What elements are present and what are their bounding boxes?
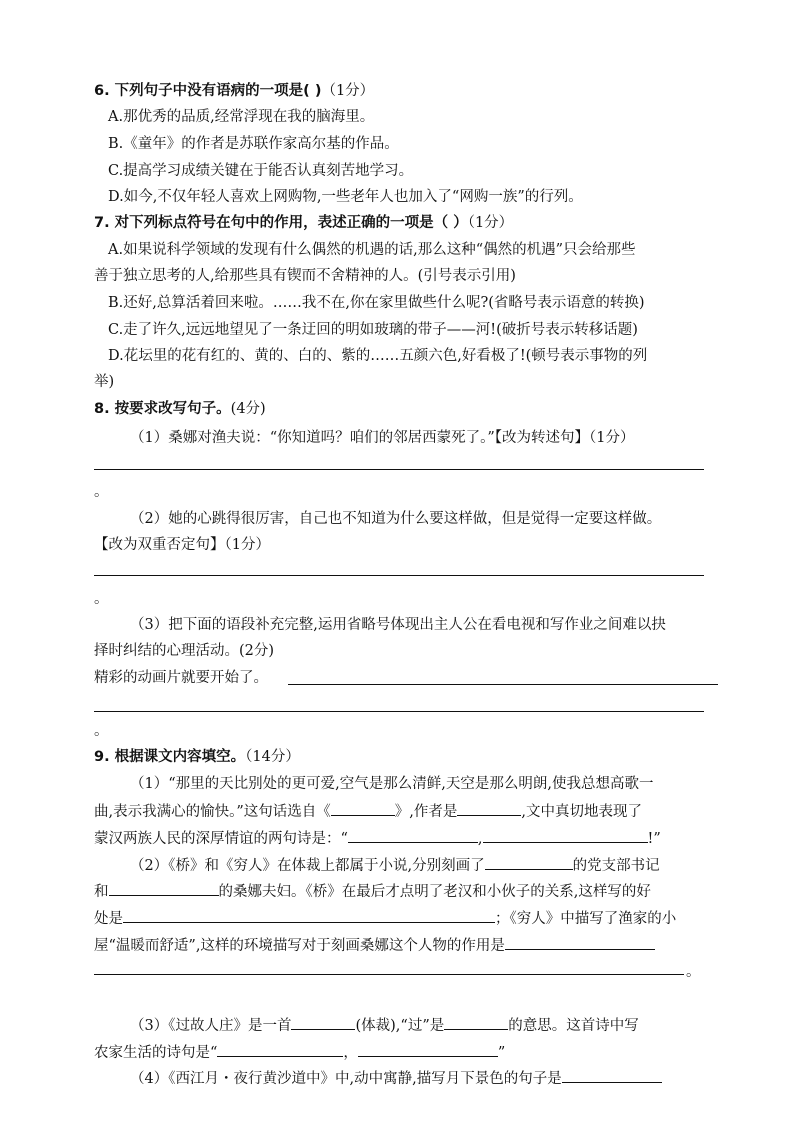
q9-part4-text-a: （4）《西江月・夜行黄沙道中》中,动中寓静,描写月下景色的句子是 (130, 1071, 562, 1087)
q9-blank-effect[interactable] (505, 934, 655, 950)
q8-sentence-1: （1）桑娜对渔夫说：“你知道吗？咱们的邻居西蒙死了。”【改为转述句】（1分） (130, 430, 635, 446)
q8-sentence-3-start: 精彩的动画片就要开始了。 (94, 670, 268, 686)
q9-blank-moonlight[interactable] (562, 1067, 662, 1083)
q9-part2-text-d: 的桑娜夫妇。《桥》在最后才点明了老汉和小伙子的关系,这样写的好 (218, 884, 651, 900)
q9-part2-text-b: 的党支部书记 (572, 858, 660, 874)
q9-part3-text-d: 农家生活的诗句是“ (94, 1045, 218, 1061)
q9-part3-line2 (94, 1041, 505, 1063)
q9-part1-line2 (94, 800, 642, 822)
q9-part2-line2 (94, 880, 651, 902)
q7-title: 7. 对下列标点符号在句中的作用，表述正确的一项是（ ） (94, 215, 468, 231)
q8-sentence-3-line1: （3）把下面的语段补充完整,运用省略号体现出主人公在看电视和写作业之间难以抉 (130, 617, 666, 633)
q9-blank-book-title[interactable] (331, 800, 395, 816)
q7-option-d-line2: 举) (94, 374, 115, 390)
q9-part2-text-c: 和 (94, 884, 109, 900)
q9-header (94, 747, 300, 767)
q9-part1-text-e: , (477, 831, 483, 847)
q6-title: 6. 下列句子中没有语病的一项是( ) (94, 83, 322, 99)
q6-header (94, 81, 374, 101)
q9-blank-author[interactable] (457, 800, 521, 816)
q9-part1-text-c: ,文中真切地表现了 (521, 804, 642, 820)
q9-part2-line3 (94, 907, 676, 929)
q9-blank-meaning[interactable] (444, 1014, 508, 1030)
q8-end-mark-1: 。 (94, 484, 109, 500)
q8-header (94, 399, 266, 419)
q9-part2-text-g: 屋“温暖而舒适”,这样的环境描写对于刻画桑娜这个人物的作用是 (94, 938, 505, 954)
q9-part1-line1: （1）“那里的天比别处的更可爱,空气是那么清鲜,天空是那么明朗,使我总想高歌一 (130, 776, 654, 792)
q9-part2-text-f: ；《穷人》中描写了渔家的小 (495, 911, 677, 927)
q8-title: 8. 按要求改写句子。 (94, 401, 231, 417)
q9-answer-line-effect[interactable] (94, 974, 684, 975)
q9-points: （14分） (245, 749, 300, 765)
q8-sentence-2-line1: （2）她的心跳得很厉害，自己也不知道为什么要这样做，但是觉得一定要这样做。 (130, 511, 662, 527)
q9-part3-text-c: 的意思。这首诗中写 (508, 1018, 639, 1034)
q9-part2-text-a: （2）《桥》和《穷人》在体裁上都属于小说,分别刻画了 (130, 858, 485, 874)
q8-sentence-2-line2: 【改为双重否定句】（1分） (94, 537, 270, 553)
q9-blank-poem-1[interactable] (348, 827, 478, 843)
q8-points: (4分) (230, 401, 266, 417)
q9-part3-text-b: (体裁),“过”是 (355, 1018, 445, 1034)
q6-option-c: C.提高学习成绩关键在于能否认真刻苦地学习。 (108, 163, 414, 179)
q7-option-d-line1: D.花坛里的花有红的、黄的、白的、紫的……五颜六色,好看极了!(顿号表示事物的列 (108, 348, 648, 364)
q9-part1-text-f: !” (647, 831, 661, 847)
q7-option-c: C.走了许久,远远地望见了一条迂回的明如玻璃的带子——河!(破折号表示转移话题) (108, 322, 638, 338)
q9-part4-line1 (130, 1067, 662, 1089)
q9-blank-benefit[interactable] (123, 907, 495, 923)
q9-part3-text-f: ” (497, 1045, 506, 1061)
q8-sentence-3-line2: 择时纠结的心理活动。(2分) (94, 643, 275, 659)
q9-blank-poem-2[interactable] (483, 827, 648, 843)
q7-option-b: B.还好,总算活着回来啦。……我不在,你在家里做些什么呢?(省略号表示语意的转换) (108, 295, 645, 311)
q6-option-a: A.那优秀的品质,经常浮现在我的脑海里。 (108, 109, 375, 125)
q6-option-d: D.如今,不仅年轻人喜欢上网购物,一些老年人也加入了“网购一族”的行列。 (108, 189, 583, 205)
q9-part2-line4 (94, 934, 655, 956)
q7-points: （1分） (467, 215, 514, 231)
q6-points: （1分） (321, 83, 375, 99)
q8-answer-line-2[interactable] (94, 575, 704, 576)
q8-end-mark-2: 。 (94, 591, 109, 607)
q7-option-a-line2: 善于独立思考的人,给那些具有锲而不舍精神的人。(引号表示引用) (94, 268, 516, 284)
q9-title: 9. 根据课文内容填空。 (94, 749, 246, 765)
q9-part1-text-b: 》,作者是 (394, 804, 458, 820)
q8-answer-line-3a[interactable] (288, 684, 718, 685)
q9-part1-text-d: 蒙汉两族人民的深厚情谊的两句诗是：“ (94, 831, 348, 847)
q9-part1-line3 (94, 827, 661, 849)
q8-end-mark-3: 。 (94, 723, 109, 739)
q8-answer-line-3b[interactable] (94, 711, 704, 712)
q9-part3-text-e: ， (343, 1045, 358, 1061)
q6-option-b: B.《童年》的作者是苏联作家高尔基的作品。 (108, 136, 399, 152)
q9-part1-text-a: 曲,表示我满心的愉快。”这句话选自《 (94, 804, 331, 820)
q9-blank-farm-poem-2[interactable] (358, 1041, 498, 1057)
q9-blank-genre[interactable] (291, 1014, 355, 1030)
q9-part2-text-e: 处是 (94, 911, 123, 927)
q9-part2-end-mark: 。 (686, 964, 701, 980)
q8-answer-line-1[interactable] (94, 469, 704, 470)
q9-part2-line1 (130, 854, 660, 876)
q9-part3-line1 (130, 1014, 639, 1036)
q7-header (94, 213, 513, 233)
q9-part3-text-a: （3）《过故人庄》是一首 (130, 1018, 292, 1034)
q7-option-a-line1: A.如果说科学领域的发现有什么偶然的机遇的话,那么这种“偶然的机遇”只会给那些 (108, 242, 636, 258)
q9-blank-secretary[interactable] (485, 854, 573, 870)
q9-blank-couple[interactable] (109, 880, 219, 896)
q9-blank-farm-poem-1[interactable] (217, 1041, 343, 1057)
